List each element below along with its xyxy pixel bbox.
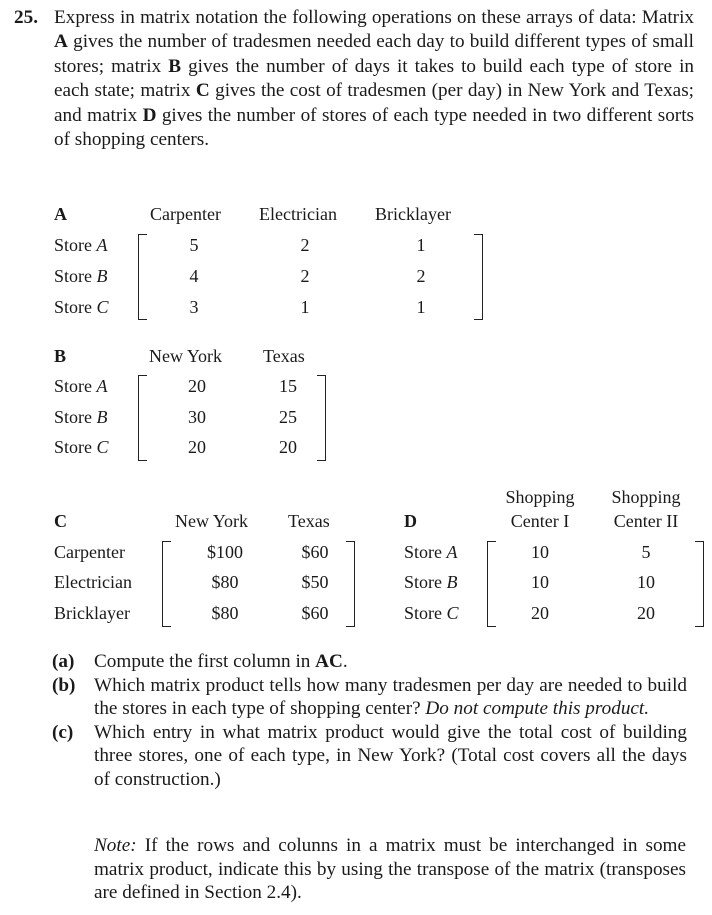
part-text: Which matrix product tells how many tradesmen per day are needed to build the stores in each type of shopping center? Do not compute this product. — [94, 674, 687, 720]
matrix-d-col-header: Center I — [510, 511, 570, 531]
matrix-c-row-label: Carpenter — [54, 542, 125, 562]
matrix-b-cell: 20 — [188, 437, 206, 457]
note — [94, 834, 686, 905]
part-text: Compute the first column in AC. — [94, 651, 348, 672]
problem-number: 25. — [14, 7, 38, 28]
matrix-a-cell: 1 — [300, 297, 310, 317]
matrix-c-name: C — [54, 511, 67, 531]
part-c — [52, 721, 687, 792]
matrix-d-col-header: Center II — [613, 511, 679, 531]
matrix-b-row-label: Store C — [54, 437, 109, 457]
matrix-b-cell: 15 — [279, 376, 297, 396]
matrix-b-cell: 30 — [188, 407, 206, 427]
matrix-c-col-header: New York — [175, 511, 249, 531]
matrix-d-cell: 20 — [531, 603, 549, 623]
matrix-a-cell: 4 — [189, 266, 199, 286]
matrix-c-cell: $60 — [301, 603, 329, 623]
matrix-a-col-header: Electrician — [259, 204, 337, 224]
matrix-c-left-bracket — [162, 541, 171, 627]
matrix-a-cell: 2 — [300, 266, 310, 286]
matrix-a-row-label: Store A — [54, 235, 108, 255]
matrix-d-cell: 5 — [641, 542, 651, 562]
matrix-d-cell: 20 — [637, 603, 655, 623]
problem-text: Express in matrix notation the following operations on these arrays of data: Matrix A gives the number of tradesmen needed each day to build different types of small stores; matrix B gives the number of days it takes to build each type of store in each state; matrix C gives the cost of tradesmen (per day) in New York and Texas; and matrix D gives the number of stores of each type needed in two different sorts of shopping centers. — [54, 7, 695, 151]
matrix-a-name: A — [54, 204, 67, 224]
matrix-c-col-header: Texas — [288, 511, 330, 531]
matrix-d-right-bracket — [695, 541, 704, 627]
matrix-a-cell: 1 — [416, 235, 426, 255]
matrix-a-row-label: Store C — [54, 297, 109, 317]
matrix-d-cell: 10 — [637, 572, 655, 592]
matrix-a-cell: 2 — [300, 235, 310, 255]
matrix-d-row-label: Store A — [404, 542, 458, 562]
matrix-a-cell: 2 — [416, 266, 426, 286]
matrix-b-col-header: New York — [149, 346, 223, 366]
matrix-c-right-bracket — [346, 541, 355, 627]
matrix-c-cell: $60 — [301, 542, 329, 562]
matrix-d-row-label: Store C — [404, 603, 459, 623]
matrix-d-cell: 10 — [531, 572, 549, 592]
matrix-d-row-label: Store B — [404, 572, 458, 592]
matrix-b-cell: 20 — [188, 376, 206, 396]
part-label: (c) — [52, 721, 74, 743]
matrix-a-cell: 3 — [189, 297, 199, 317]
part-b — [52, 674, 687, 721]
part-label: (a) — [52, 651, 75, 672]
part-a — [52, 650, 687, 674]
matrix-b-cell: 25 — [279, 407, 297, 427]
matrix-b-row-label: Store B — [54, 407, 108, 427]
matrix-d-left-bracket — [487, 541, 496, 627]
matrix-a-row-label: Store B — [54, 266, 108, 286]
matrix-b-name: B — [54, 346, 67, 366]
matrix-d-name: D — [404, 511, 417, 531]
matrix-d-col-header: Shopping — [505, 487, 575, 507]
matrix-c-cell: $50 — [301, 572, 329, 592]
matrix-a-right-bracket — [474, 234, 483, 320]
matrix-a-left-bracket — [138, 234, 147, 320]
question-parts — [52, 650, 687, 792]
matrix-c-row-label: Bricklayer — [54, 603, 130, 623]
note-text: If the rows and colunns in a matrix must be interchanged in some matrix product, indicate this by using the transpose of the matrix (transposes are defined in Section 2.4). — [94, 835, 686, 904]
matrix-d-cell: 10 — [531, 542, 549, 562]
matrix-b-row-label: Store A — [54, 376, 108, 396]
matrix-b-left-bracket — [138, 375, 147, 461]
matrix-b-col-header: Texas — [263, 346, 305, 366]
note-label: Note: — [94, 835, 137, 856]
matrix-c-cell: $80 — [211, 572, 239, 592]
matrix-c-cell: $80 — [211, 603, 239, 623]
problem-statement — [14, 6, 694, 152]
matrix-a-cell: 1 — [416, 297, 426, 317]
matrix-a-col-header: Carpenter — [150, 204, 221, 224]
matrix-c-row-label: Electrician — [54, 572, 132, 592]
part-text: Which entry in what matrix product would give the total cost of building three stores, one of each type, in New York? (Total cost covers all the days of construction.) — [94, 721, 687, 790]
matrix-a-col-header: Bricklayer — [375, 204, 451, 224]
matrix-b-right-bracket — [317, 375, 326, 461]
matrix-c-cell: $100 — [207, 542, 243, 562]
matrix-d-col-header: Shopping — [611, 487, 681, 507]
matrix-b-cell: 20 — [279, 437, 297, 457]
matrix-a-cell: 5 — [189, 235, 199, 255]
part-label: (b) — [52, 674, 76, 696]
